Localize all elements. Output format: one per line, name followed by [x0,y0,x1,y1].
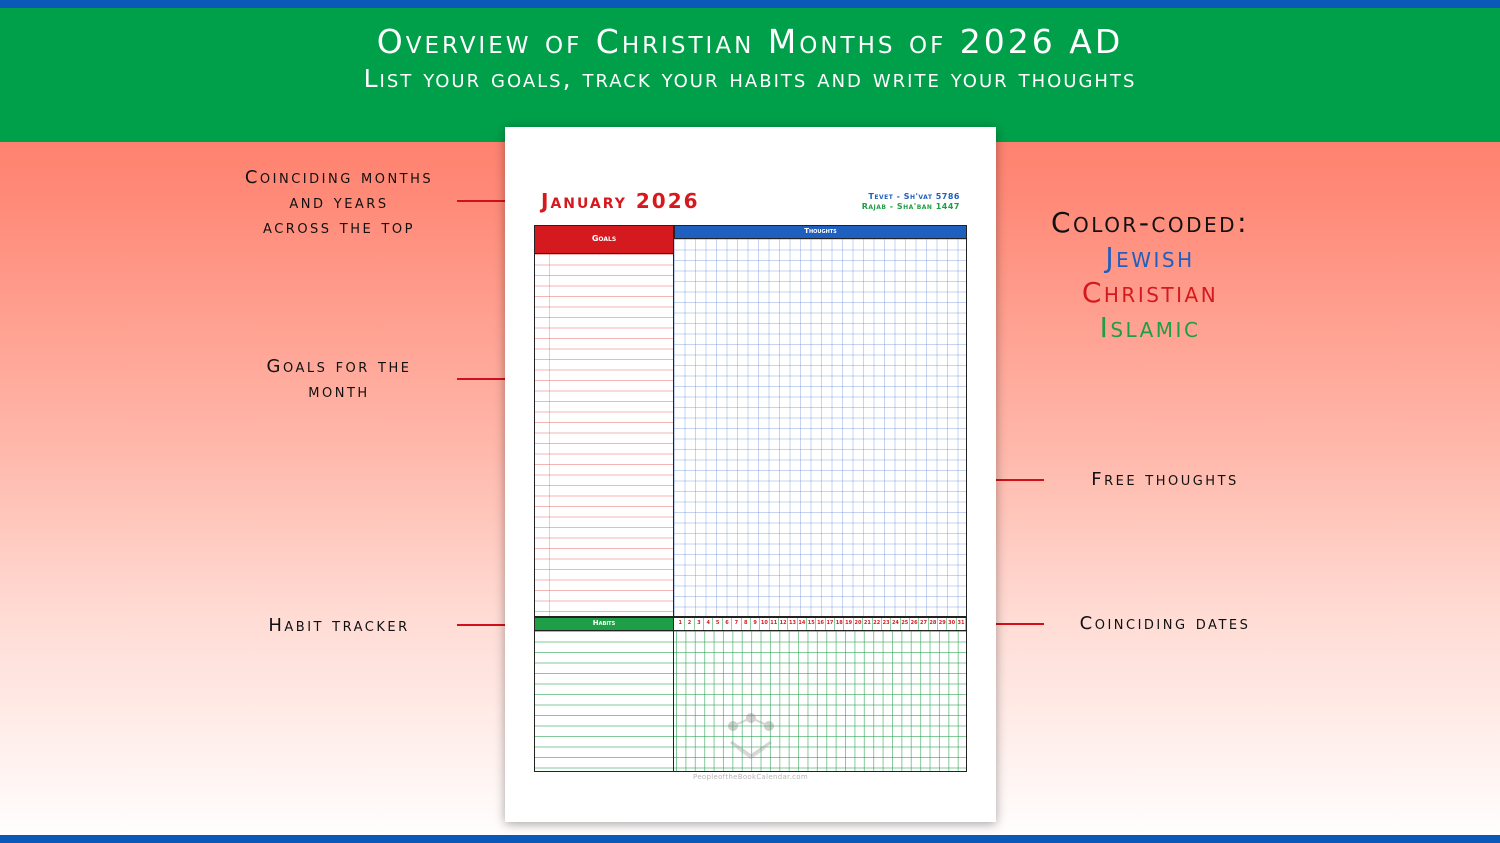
coinciding-days-row [674,617,967,631]
callout-habit-tracker [205,613,473,638]
day-cell: 23 [882,618,891,630]
jewish-month-range: Tevet - Sh'vat 5786 [868,192,960,201]
legend-heading: Color-coded: [1050,206,1250,239]
color-legend [1010,205,1290,345]
islamic-month-range: Rajab - Sha'ban 1447 [861,202,960,211]
header-banner [0,8,1500,142]
habits-lined-area [534,631,674,772]
callout-goals [205,354,473,404]
habit-tracker-grid [674,631,967,772]
planner-page [505,127,996,822]
day-cell: 4 [704,618,713,630]
day-cell: 27 [919,618,928,630]
banner-subtitle: List your goals, track your habits and write your thoughts [363,64,1137,93]
goals-lined-area [534,254,674,617]
day-cell: 11 [770,618,779,630]
day-cell: 1 [676,618,685,630]
callout-coinciding-dates [1040,611,1290,636]
day-cell: 13 [788,618,797,630]
callout-line: month [308,381,370,402]
day-cell: 31 [957,618,966,630]
day-cell: 16 [816,618,825,630]
footer-url: PeopleoftheBookCalendar.com [693,773,808,781]
callout-line: and years [289,192,389,213]
bottom-accent-bar [0,835,1500,843]
top-accent-bar [0,0,1500,8]
day-cell: 12 [779,618,788,630]
day-cell: 21 [863,618,872,630]
day-cell: 30 [947,618,956,630]
callout-line: Coinciding dates [1079,613,1251,634]
month-title: January 2026 [541,189,700,213]
callout-line: across the top [263,217,415,238]
legend-christian: Christian [1081,276,1219,309]
legend-islamic: Islamic [1099,311,1201,344]
day-cell: 29 [938,618,947,630]
thoughts-grid-area [674,239,967,617]
day-cell: 19 [844,618,853,630]
callout-line: Habit tracker [268,615,410,636]
day-cell: 15 [807,618,816,630]
logo-mark-icon [723,712,779,768]
day-cell: 25 [901,618,910,630]
callout-free-thoughts [1040,467,1290,492]
day-cell: 24 [891,618,900,630]
day-cell: 3 [695,618,704,630]
callout-line: Coinciding months [244,167,434,188]
day-cell: 22 [873,618,882,630]
goals-header: Goals [534,225,674,254]
day-cell: 17 [826,618,835,630]
day-cell: 26 [910,618,919,630]
thoughts-header: Thoughts [674,225,967,239]
day-cell: 18 [835,618,844,630]
callout-line: Goals for the [266,356,412,377]
day-cell: 9 [751,618,760,630]
day-cell: 6 [723,618,732,630]
legend-jewish: Jewish [1105,241,1195,274]
day-cell: 7 [732,618,741,630]
day-cell: 5 [713,618,722,630]
day-cell: 10 [760,618,769,630]
banner-title: Overview of Christian Months of 2026 AD [376,22,1124,61]
day-cell: 20 [854,618,863,630]
day-cell: 2 [685,618,694,630]
habits-header: Habits [534,617,674,631]
day-cell: 8 [742,618,751,630]
callout-coinciding-months [205,165,473,240]
day-cell: 14 [798,618,807,630]
callout-line: Free thoughts [1091,469,1239,490]
day-cell: 28 [929,618,938,630]
